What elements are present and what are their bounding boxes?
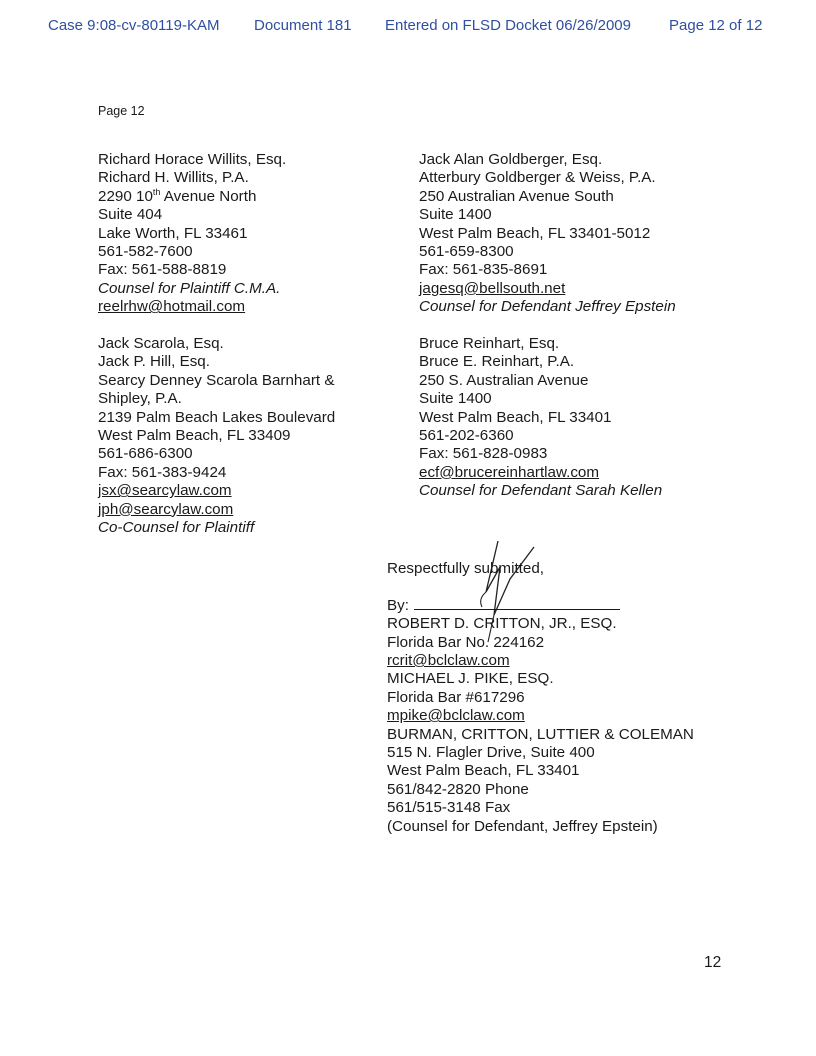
counsel-role: Co-Counsel for Plaintiff — [98, 519, 255, 537]
street-address: 2139 Palm Beach Lakes Boulevard — [98, 408, 336, 426]
counsel-role: Counsel for Defendant Jeffrey Epstein — [419, 298, 676, 316]
signature-block — [387, 560, 694, 836]
firm-name: Searcy Denney Scarola Barnhart & — [98, 371, 335, 389]
phone: 561/842-2820 Phone — [387, 780, 529, 798]
email-link[interactable]: ecf@brucereinhartlaw.com — [419, 463, 600, 481]
fax: Fax: 561-828-0983 — [419, 445, 548, 463]
attorney-name: MICHAEL J. PIKE, ESQ. — [387, 670, 554, 688]
counsel-block-searcy — [98, 335, 391, 537]
bar-number: Florida Bar No. 224162 — [387, 633, 545, 651]
email-link[interactable]: reelrhw@hotmail.com — [98, 298, 246, 316]
page-count: Page 12 of 12 — [669, 17, 763, 34]
street-address: 2290 10th Avenue North — [98, 186, 257, 205]
fax: Fax: 561-835-8691 — [419, 261, 548, 279]
document-number: Document 181 — [254, 17, 352, 34]
fax: 561/515-3148 Fax — [387, 799, 511, 817]
city-state-zip: West Palm Beach, FL 33401-5012 — [419, 224, 651, 242]
street-address: 250 S. Australian Avenue — [419, 371, 589, 389]
phone: 561-659-8300 — [419, 243, 514, 261]
city-state-zip: West Palm Beach, FL 33401 — [387, 762, 580, 780]
fax: Fax: 561-588-8819 — [98, 261, 227, 279]
phone: 561-686-6300 — [98, 445, 193, 463]
counsel-block-reinhart — [419, 335, 662, 501]
attorney-name: Jack Alan Goldberger, Esq. — [419, 151, 603, 168]
spacer — [387, 578, 694, 596]
attorney-name: ROBERT D. CRITTON, JR., ESQ. — [387, 615, 617, 633]
docket-entry-date: Entered on FLSD Docket 06/26/2009 — [385, 17, 631, 34]
closing: Respectfully submitted, — [387, 560, 545, 577]
counsel-role: Counsel for Defendant Sarah Kellen — [419, 482, 663, 500]
fax: Fax: 561-383-9424 — [98, 463, 227, 481]
suite: Suite 404 — [98, 206, 163, 224]
attorney-name: Richard Horace Willits, Esq. — [98, 151, 287, 168]
email-link[interactable]: rcrit@bclclaw.com — [387, 652, 510, 670]
firm-name: Bruce E. Reinhart, P.A. — [419, 353, 575, 371]
email-link[interactable]: jph@searcylaw.com — [98, 500, 234, 518]
counsel-role: (Counsel for Defendant, Jeffrey Epstein) — [387, 817, 658, 835]
city-state-zip: West Palm Beach, FL 33409 — [98, 427, 291, 445]
street-address: 250 Australian Avenue South — [419, 187, 614, 205]
suite: Suite 1400 — [419, 206, 492, 224]
firm-name: Richard H. Willits, P.A. — [98, 169, 249, 187]
bar-number: Florida Bar #617296 — [387, 688, 525, 706]
firm-name: Atterbury Goldberger & Weiss, P.A. — [419, 169, 656, 187]
counsel-role: Counsel for Plaintiff C.M.A. — [98, 279, 281, 297]
counsel-block-willits — [98, 151, 286, 317]
city-state-zip: Lake Worth, FL 33461 — [98, 224, 248, 242]
firm-name: BURMAN, CRITTON, LUTTIER & COLEMAN — [387, 725, 694, 743]
page-label: Page 12 — [98, 104, 145, 118]
attorney-name: Bruce Reinhart, Esq. — [419, 335, 560, 352]
email-link[interactable]: jagesq@bellsouth.net — [419, 279, 566, 297]
attorney-name: Jack P. Hill, Esq. — [98, 353, 210, 371]
city-state-zip: West Palm Beach, FL 33401 — [419, 408, 612, 426]
page-number: 12 — [704, 954, 722, 971]
phone: 561-582-7600 — [98, 243, 193, 261]
counsel-block-goldberger — [419, 151, 676, 317]
email-link[interactable]: jsx@searcylaw.com — [98, 482, 232, 500]
case-number: Case 9:08-cv-80119-KAM — [48, 17, 220, 34]
firm-name-continued: Shipley, P.A. — [98, 390, 182, 408]
signature-line: By: — [387, 597, 694, 615]
attorney-name: Jack Scarola, Esq. — [98, 335, 224, 352]
email-link[interactable]: mpike@bclclaw.com — [387, 707, 525, 725]
street-address: 515 N. Flagler Drive, Suite 400 — [387, 744, 595, 762]
phone: 561-202-6360 — [419, 427, 514, 445]
suite: Suite 1400 — [419, 390, 492, 408]
